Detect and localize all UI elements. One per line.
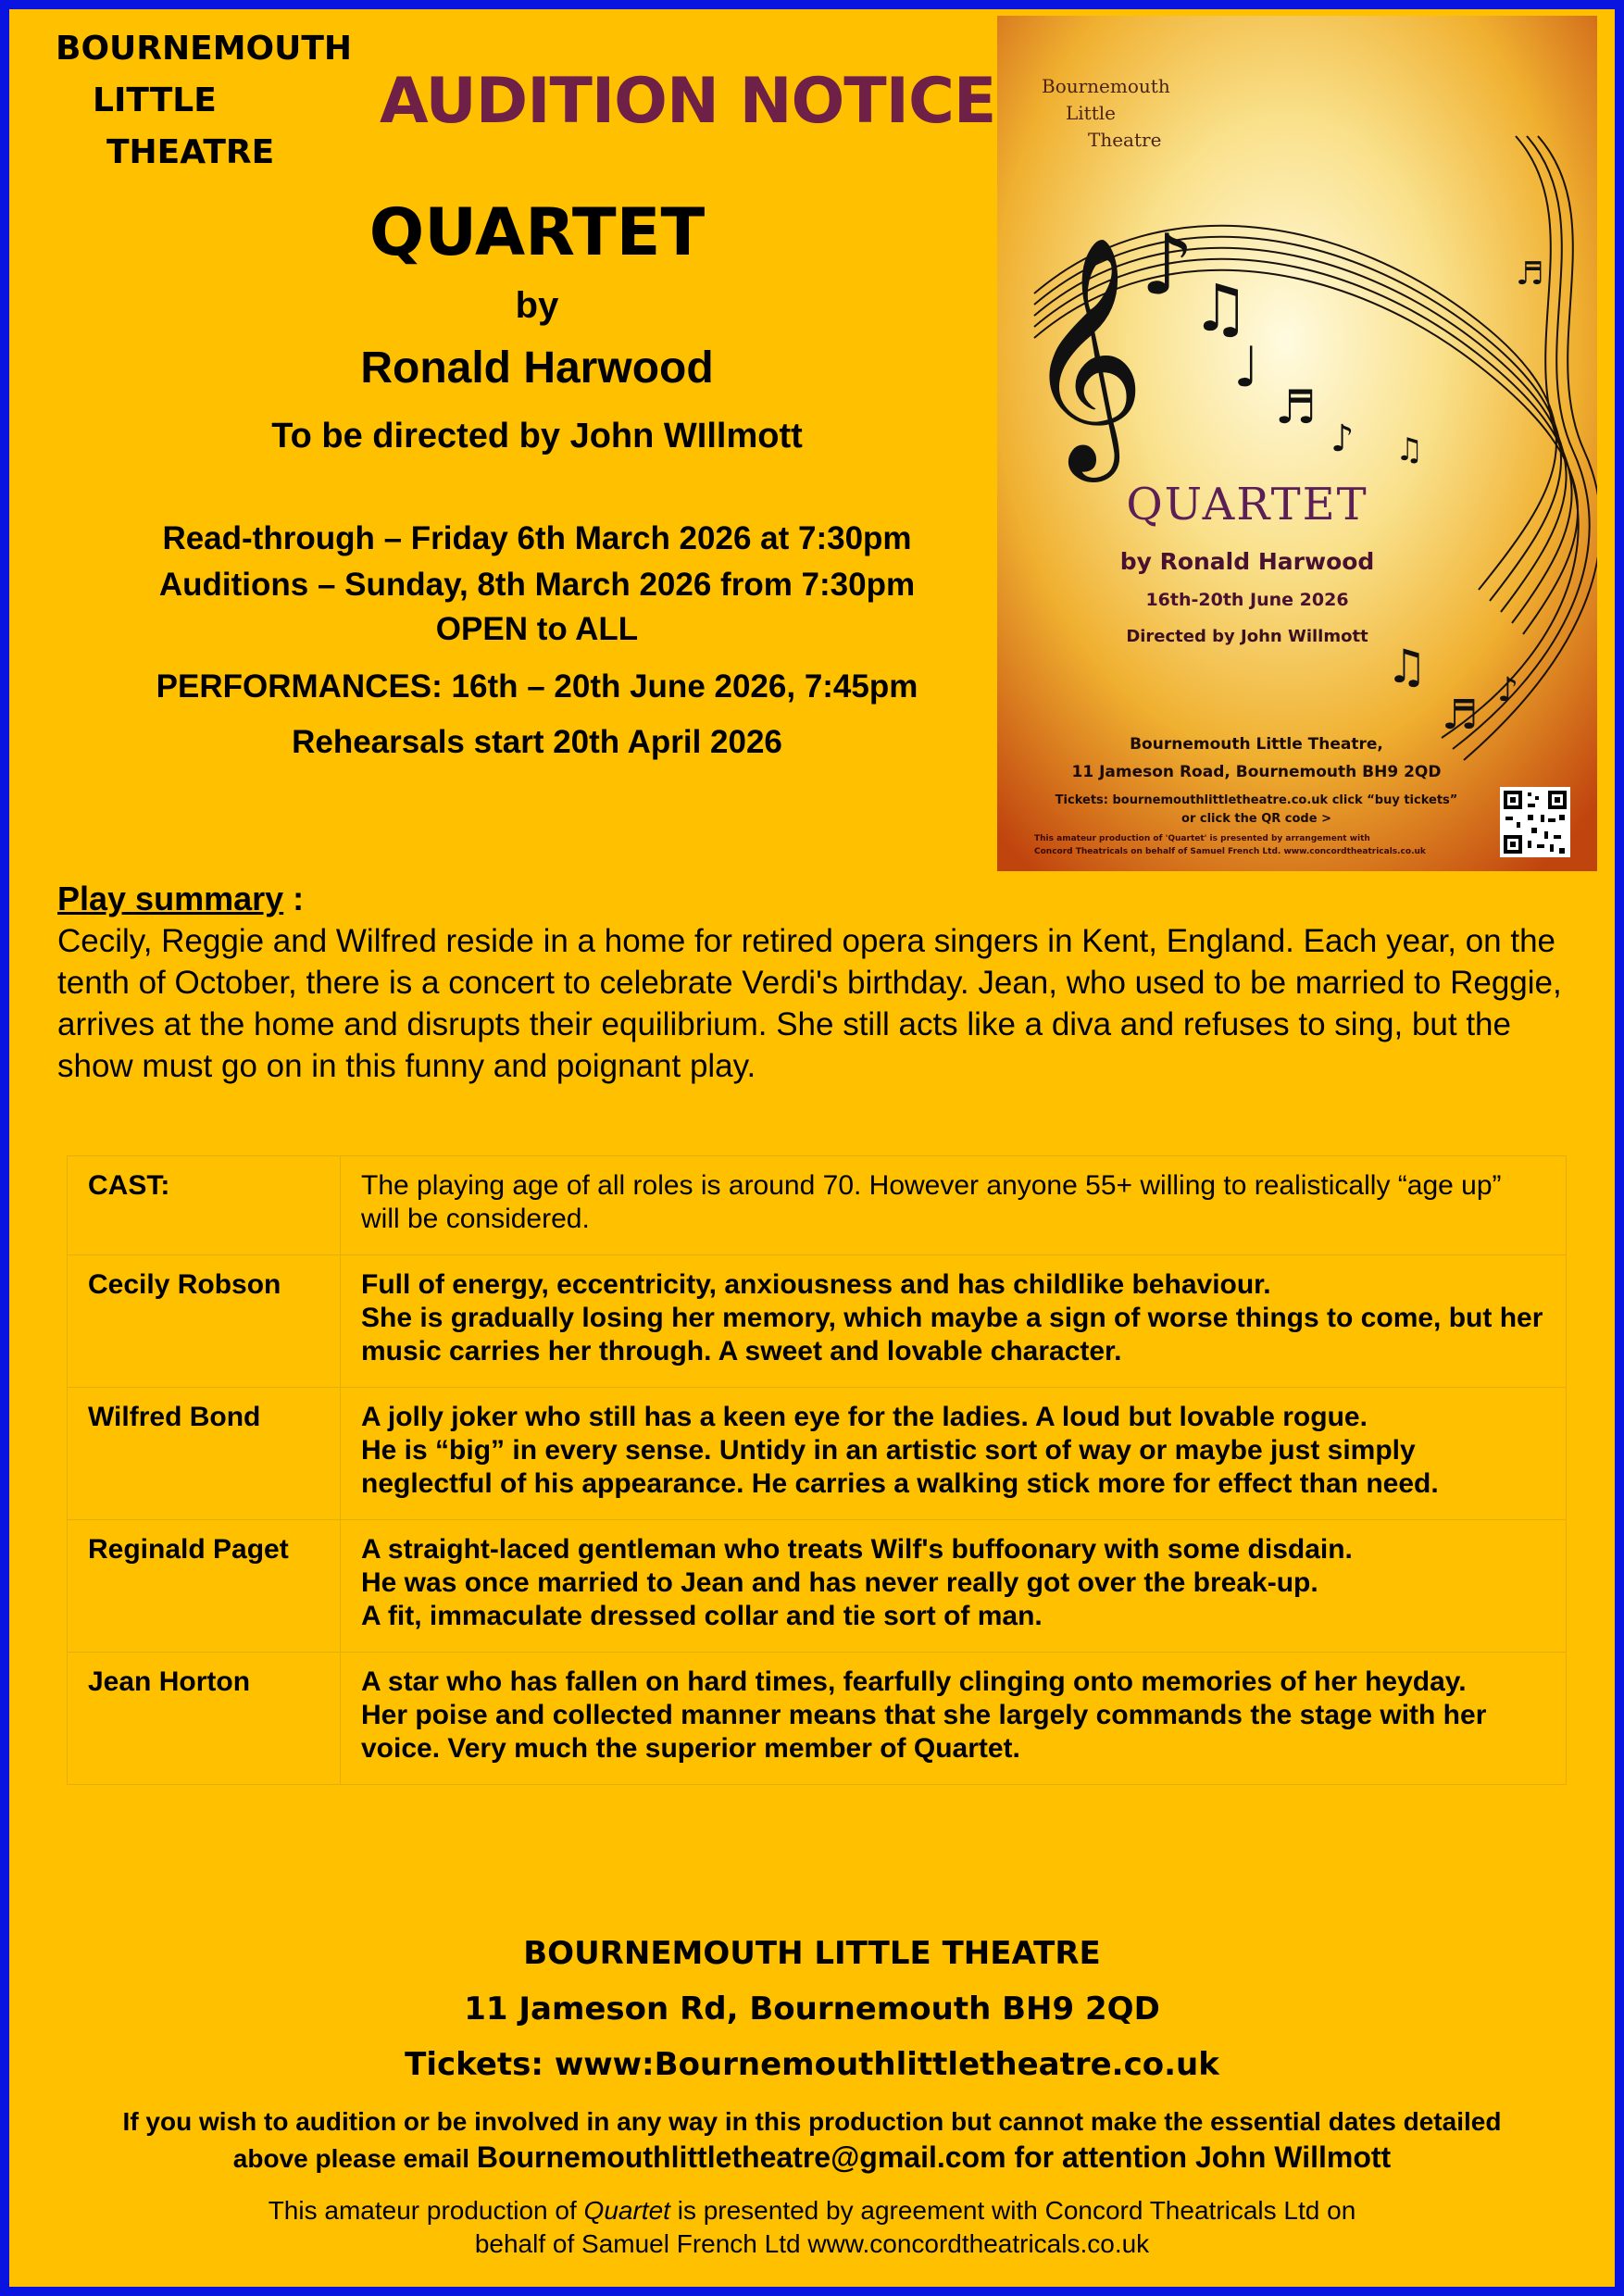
cast-description-line: She is gradually losing her memory, which maybe a sign of worse things to come, but her music carries her through. A sweet and lovable character. [361, 1303, 1543, 1366]
svg-text:♪: ♪ [1497, 671, 1518, 709]
poster-venue [1034, 730, 1479, 786]
poster-title: QUARTET [1126, 479, 1368, 530]
cast-description [341, 1156, 1567, 1255]
poster-theatre-line-2: Little [1066, 102, 1116, 124]
cast-role: Jean Horton [68, 1653, 341, 1785]
open-to-all: OPEN to ALL [435, 611, 639, 647]
poster-venue-line-1: Bournemouth Little Theatre, [1130, 735, 1383, 754]
rehearsals-date: Rehearsals start 20th April 2026 [292, 724, 782, 760]
readthrough-date: Read-through – Friday 6th March 2026 at 7:30pm [162, 520, 912, 556]
footer-legal-line-1 [9, 2196, 1615, 2226]
cast-description-line: The playing age of all roles is around 70. However anyone 55+ willing to realistically “age up” will be considered. [361, 1170, 1502, 1234]
svg-text:♬: ♬ [1516, 256, 1544, 293]
footer-note-line-1: If you wish to audition or be involved in any way in this production but cannot make the essential dates detailed [122, 2107, 1502, 2136]
footer-email-link[interactable]: Bournemouthlittletheatre@gmail.com for attention John Willmott [476, 2140, 1392, 2174]
cast-role: Reginald Paget [68, 1520, 341, 1653]
poster-legal-line-2: Concord Theatricals on behalf of Samuel French Ltd. www.concordtheatricals.co.uk [1034, 847, 1426, 856]
cast-role: CAST: [68, 1156, 341, 1255]
poster-tickets-line-1: Tickets: bournemouthlittletheatre.co.uk click “buy tickets” [1055, 793, 1458, 807]
notice-title: AUDITION NOTICE [380, 65, 996, 138]
svg-text:♫: ♫ [1386, 640, 1428, 693]
footer-legal-title: Quartet [583, 2196, 670, 2225]
cast-description-line: A jolly joker who still has a keen eye for the ladies. A loud but lovable rogue. [361, 1402, 1368, 1432]
svg-text:♪: ♪ [1330, 418, 1355, 460]
svg-text:𝄞: 𝄞 [1025, 234, 1146, 471]
cast-description-line: A straight-laced gentleman who treats Wilf's buffoonary with some disdain. [361, 1534, 1353, 1565]
theatre-name-line-2: LITTLE [93, 81, 217, 119]
cast-description [341, 1388, 1567, 1520]
cast-description [341, 1255, 1567, 1388]
poster-theatre-line-1: Bournemouth [1042, 75, 1170, 97]
theatre-name [56, 23, 352, 179]
cast-description-line: He was once married to Jean and has never really got over the break-up. [361, 1567, 1318, 1598]
poster-image [997, 16, 1597, 871]
performances-date: PERFORMANCES: 16th – 20th June 2026, 7:45pm [156, 668, 918, 705]
footer-legal-suffix: is presented by agreement with Concord Theatricals Ltd on [669, 2196, 1356, 2225]
cast-description-line: Full of energy, eccentricity, anxiousness and has childlike behaviour. [361, 1269, 1271, 1300]
poster-dates: 16th-20th June 2026 [1145, 590, 1349, 610]
cast-role: Cecily Robson [68, 1255, 341, 1388]
play-title: QUARTET [369, 194, 706, 270]
cast-description [341, 1520, 1567, 1653]
poster-legal-line-1: This amateur production of 'Quartet' is presented by arrangement with [1034, 834, 1370, 843]
table-row [68, 1388, 1567, 1520]
cast-description-line: A star who has fallen on hard times, fearfully clinging onto memories of her heyday. [361, 1666, 1467, 1697]
table-row [68, 1653, 1567, 1785]
svg-text:♫: ♫ [1192, 270, 1250, 346]
footer-note-line-2 [9, 2140, 1615, 2175]
poster-venue-line-2: 11 Jameson Road, Bournemouth BH9 2QD [1071, 763, 1442, 781]
cast-role: Wilfred Bond [68, 1388, 341, 1520]
table-row [68, 1255, 1567, 1388]
footer-legal-line-2: behalf of Samuel French Ltd www.concordtheatricals.co.uk [474, 2229, 1150, 2258]
poster-director: Directed by John Willmott [1126, 627, 1368, 646]
summary-label [57, 880, 304, 918]
summary-label-text: Play summary [57, 880, 284, 917]
cast-description-line: He is “big” in every sense. Untidy in an artistic sort of way or maybe just simply neglectful of his appearance. He carries a walking stick more for effect than need. [361, 1435, 1439, 1499]
footer-legal-prefix: This amateur production of [268, 2196, 584, 2225]
by-word: by [515, 285, 559, 326]
footer-address: 11 Jameson Rd, Bournemouth BH9 2QD [464, 1990, 1160, 2028]
cast-description-line: A fit, immaculate dressed collar and tie sort of man. [361, 1601, 1043, 1631]
cast-description-line: Her poise and collected manner means that she largely commands the stage with her voice. Very much the superior member of Quartet. [361, 1700, 1487, 1764]
svg-text:♬: ♬ [1442, 692, 1479, 739]
audition-notice-page [9, 9, 1615, 2287]
svg-text:♫: ♫ [1395, 431, 1424, 468]
footer-note-prefix: above please email [232, 2144, 477, 2173]
theatre-name-line-1: BOURNEMOUTH [56, 30, 353, 68]
qr-code-icon[interactable] [1500, 787, 1570, 857]
summary-label-colon: : [293, 880, 305, 917]
poster-theatre-line-3: Theatre [1088, 129, 1162, 151]
footer-theatre-name: BOURNEMOUTH LITTLE THEATRE [523, 1935, 1101, 1972]
cast-description [341, 1653, 1567, 1785]
director-line: To be directed by John WIllmott [271, 417, 803, 455]
auditions-date: Auditions – Sunday, 8th March 2026 from 7:30pm [158, 567, 916, 603]
poster-author: by Ronald Harwood [1119, 548, 1375, 575]
svg-text:♪: ♪ [1141, 217, 1194, 314]
table-row [68, 1520, 1567, 1653]
summary-text: Cecily, Reggie and Wilfred reside in a home for retired opera singers in Kent, England. Each year, on the tenth of October, there is a concert to celebrate Verdi's birthday. Jean, who used to be married to Reggie, arrives at the home and disrupts their equilibrium. She still acts like a diva and refuses to sing, but the show must go on in this funny and poignant play. [57, 923, 1562, 1084]
poster-tickets [1034, 792, 1479, 829]
svg-text:♩: ♩ [1233, 335, 1260, 400]
footer-tickets-link[interactable]: Tickets: www:Bournemouthlittletheatre.co.uk [405, 2046, 1219, 2083]
poster-theatre-name [1042, 73, 1170, 154]
poster-legal [1034, 832, 1426, 858]
poster-tickets-line-2: or click the QR code > [1181, 812, 1331, 826]
svg-text:♬: ♬ [1275, 381, 1317, 434]
table-row [68, 1156, 1567, 1255]
theatre-name-line-3: THEATRE [106, 133, 275, 171]
author-name: Ronald Harwood [360, 343, 714, 393]
cast-table [67, 1155, 1567, 1785]
